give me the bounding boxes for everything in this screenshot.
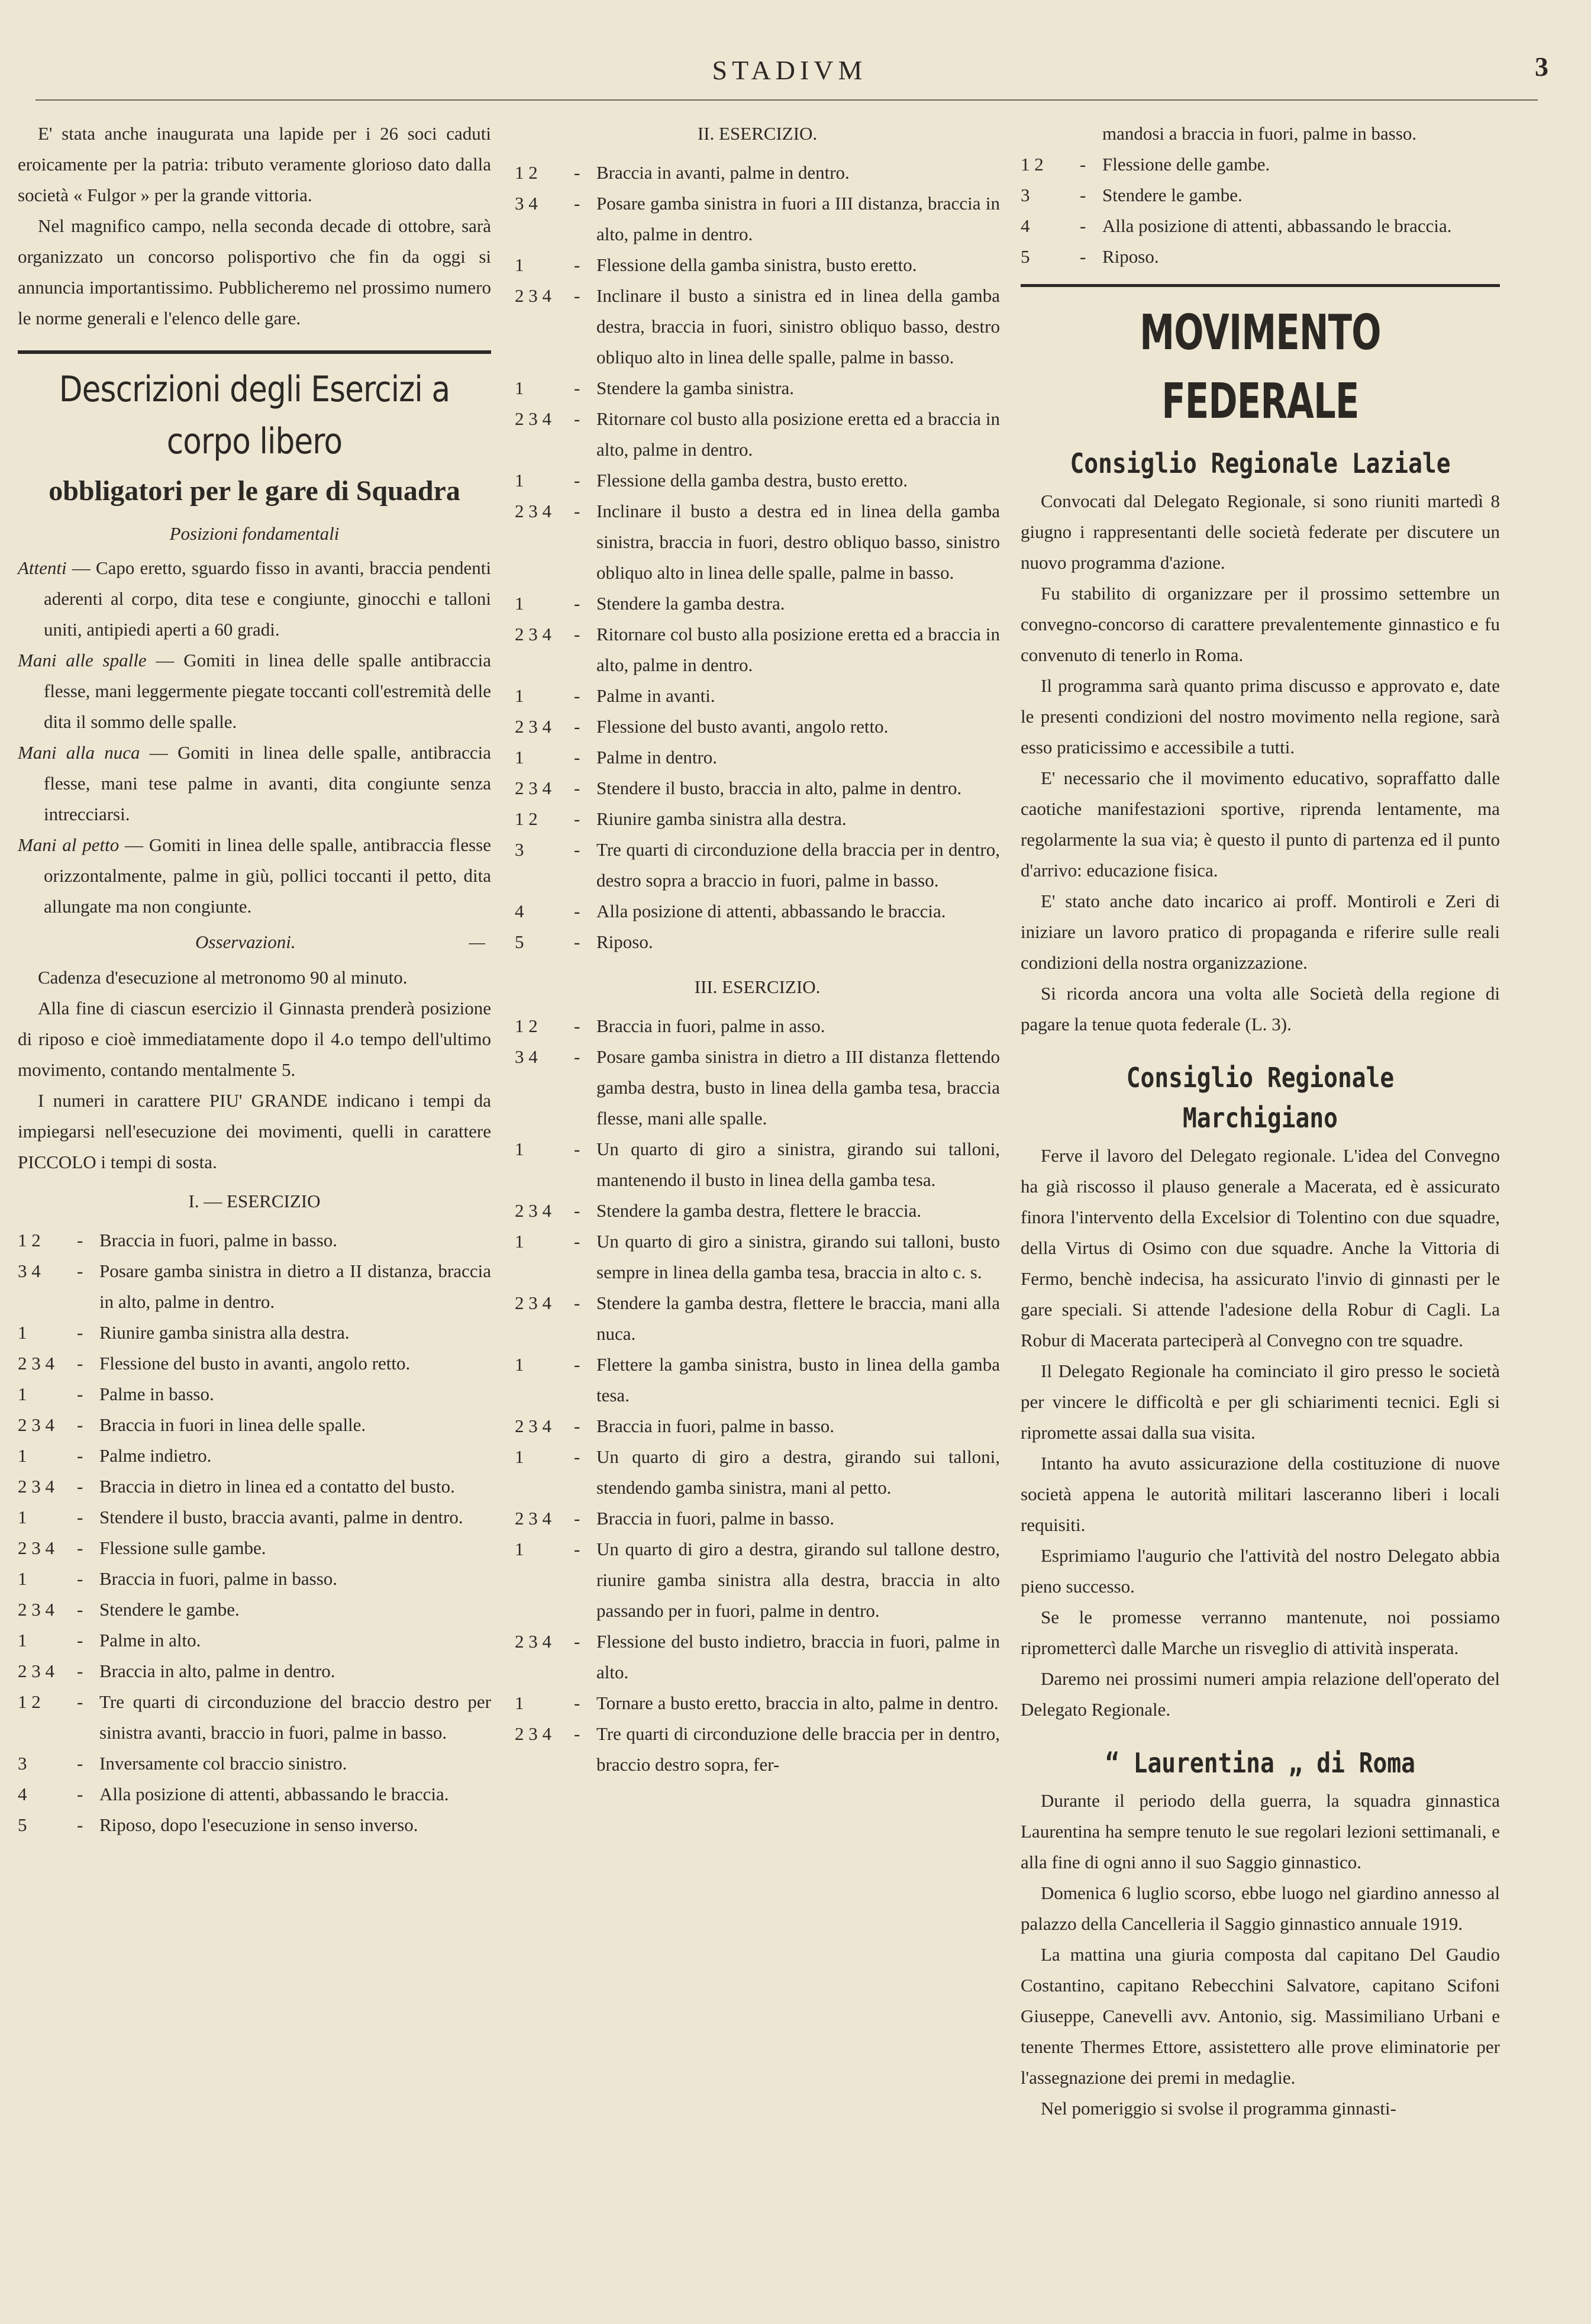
step-count: 3 4	[515, 1046, 538, 1067]
exercise-step	[18, 1748, 491, 1779]
step-count: 1 2	[515, 808, 538, 829]
observations-dash: —	[469, 931, 485, 952]
step-count: 5	[515, 931, 524, 952]
step-text: Stendere la gamba destra.	[596, 593, 785, 614]
marchigiano-paragraph: Se le promesse verranno mantenute, noi possiamo ripromettercì dalle Marche un risveglio di attività insperata.	[1021, 1607, 1500, 1658]
step-dash: -	[574, 1354, 580, 1375]
position-text: — Gomiti in linea delle spalle, antibraccia flesse orizzontalmente, palme in giù, pollici toccanti il petto, dita allungate ma non congiunte.	[44, 834, 491, 917]
step-dash: -	[574, 470, 580, 491]
step-text: Braccia in fuori, palme in asso.	[596, 1016, 825, 1036]
step-count: 1	[515, 1231, 524, 1252]
step-dash: -	[77, 1814, 83, 1835]
step-text: Riunire gamba sinistra alla destra.	[99, 1322, 350, 1343]
step-text: Flessione della gamba sinistra, busto eretto.	[596, 254, 917, 275]
step-count: 1 2	[18, 1691, 41, 1712]
step-dash: -	[574, 1046, 580, 1067]
step-text: mandosi a braccia in fuori, palme in basso.	[1102, 123, 1417, 144]
step-text: Palme in basso.	[99, 1384, 214, 1404]
step-text: Alla posizione di attenti, abbassando le braccia.	[596, 901, 946, 921]
step-text: Riposo, dopo l'esecuzione in senso inverso.	[99, 1814, 418, 1835]
step-dash: -	[1080, 185, 1086, 205]
step-count: 1 2	[18, 1230, 41, 1250]
step-text: Stendere la gamba sinistra.	[596, 378, 795, 398]
step-text: Palme indietro.	[99, 1445, 212, 1466]
step-text: Alla posizione di attenti, abbassando le braccia.	[1102, 215, 1452, 236]
step-count: 1	[515, 470, 524, 491]
step-count: 2 3 4	[515, 1723, 551, 1744]
step-count: 2 3 4	[515, 1416, 551, 1436]
step-dash: -	[574, 1231, 580, 1252]
step-text: Braccia in alto, palme in dentro.	[99, 1661, 335, 1681]
step-text: Riposo.	[596, 931, 653, 952]
step-text: Riposo.	[1102, 246, 1159, 267]
step-text: Ritornare col busto alla posizione eretta ed a braccia in alto, palme in dentro.	[596, 624, 1000, 675]
exercise-step	[18, 1471, 491, 1502]
step-dash: -	[574, 378, 580, 398]
step-dash: -	[1080, 215, 1086, 236]
exercise-step	[18, 1317, 491, 1348]
exercise-step	[515, 1534, 1000, 1626]
exercise-step	[515, 404, 1000, 465]
step-text: Tornare a busto eretto, braccia in alto, palme in dentro.	[596, 1693, 999, 1713]
step-text: Inversamente col braccio sinistro.	[99, 1753, 347, 1774]
step-dash: -	[77, 1414, 83, 1435]
observations-heading	[18, 927, 491, 958]
step-dash: -	[77, 1537, 83, 1558]
marchigiano-paragraph: Esprimiamo l'augurio che l'attività del nostro Delegato abbia pieno successo.	[1021, 1545, 1500, 1597]
step-dash: -	[574, 808, 580, 829]
step-text: Palme in dentro.	[596, 747, 718, 768]
exercise-3-continued-steps	[1021, 118, 1500, 272]
exercise-step	[515, 1503, 1000, 1534]
step-text: Flessione del busto indietro, braccia in fuori, palme in alto.	[596, 1631, 1000, 1682]
note-paragraph: Cadenza d'esecuzione al metronomo 90 al minuto.	[38, 967, 408, 988]
step-dash: -	[574, 624, 580, 644]
marchigiano-paragraph: Ferve il lavoro del Delegato regionale. L'idea del Convegno ha già riscosso il plauso generale a Macerata, ed è assicurato finora l'intervento della Excelsior di Tolentino con due squadre, della Virtus di Osimo con due squadre. Anche la Vittoria di Fermo, benchè indecisa, ha assicurato l'invio di ginnasti per le gare speciali. Si attende l'adesione della Robur di Cagli. La Robur di Macerata parteciperà al Convegno con tre squadre.	[1021, 1145, 1500, 1350]
exercise-step	[515, 711, 1000, 742]
step-count: 2 3 4	[515, 624, 551, 644]
step-count: 4	[1021, 215, 1030, 236]
step-text: Inclinare il busto a destra ed in linea della gamba sinistra, braccia in fuori, destro obliquo basso, sinistro obliquo alto in linea delle spalle, palme in basso.	[596, 501, 1000, 583]
column-middle	[515, 118, 1000, 1780]
step-count: 1	[515, 1539, 524, 1559]
step-count: 2 3 4	[18, 1661, 54, 1681]
step-text: Inclinare il busto a sinistra ed in linea della gamba destra, braccia in fuori, sinistro obliquo basso, destro obliquo alto in linea delle spalle, palme in basso.	[596, 285, 1000, 368]
exercise-step	[515, 619, 1000, 681]
step-dash: -	[574, 1508, 580, 1529]
laziale-paragraph: Convocati dal Delegato Regionale, si sono riuniti martedì 8 giugno i rappresentanti delle società federate per discutere un nuovo programma d'azione.	[1021, 491, 1500, 573]
step-dash: -	[574, 1539, 580, 1559]
step-count: 1	[515, 378, 524, 398]
step-text: Braccia in fuori in linea delle spalle.	[99, 1414, 366, 1435]
exercise-step	[18, 1502, 491, 1533]
exercise-step	[1021, 180, 1500, 211]
step-dash: -	[574, 193, 580, 214]
step-dash: -	[574, 254, 580, 275]
step-count: 2 3 4	[18, 1599, 54, 1620]
step-count: 2 3 4	[18, 1414, 54, 1435]
exercise-step	[18, 1687, 491, 1748]
step-text: Un quarto di giro a sinistra, girando sui talloni, busto sempre in linea della gamba tesa, braccia in alto c. s.	[596, 1231, 1000, 1282]
step-text: Ritornare col busto alla posizione eretta ed a braccia in alto, palme in dentro.	[596, 408, 1000, 460]
position-definition	[18, 645, 491, 737]
exercise-step	[515, 588, 1000, 619]
step-dash: -	[77, 1384, 83, 1404]
step-dash: -	[77, 1507, 83, 1527]
step-text: Flessione sulle gambe.	[99, 1537, 266, 1558]
exercise-step	[18, 1779, 491, 1810]
step-count: 1	[515, 593, 524, 614]
step-count: 3	[515, 839, 524, 860]
page-header	[24, 51, 1555, 96]
step-dash: -	[77, 1476, 83, 1497]
step-dash: -	[574, 1723, 580, 1744]
step-dash: -	[574, 408, 580, 429]
step-dash: -	[574, 685, 580, 706]
step-dash: -	[77, 1661, 83, 1681]
step-text: Posare gamba sinistra in fuori a III distanza, braccia in alto, palme in dentro.	[596, 193, 1000, 244]
step-count: 1	[515, 685, 524, 706]
laziale-paragraph: E' stato anche dato incarico ai proff. Montiroli e Zeri di iniziare un lavoro pratico di propaganda e riferire sulle reali condizioni della nostra organizzazione.	[1021, 891, 1500, 973]
step-count: 5	[1021, 246, 1030, 267]
step-count: 1	[515, 1354, 524, 1375]
step-count: 3 4	[18, 1261, 41, 1281]
step-count: 3 4	[515, 193, 538, 214]
marchigiano-paragraph: Daremo nei prossimi numeri ampia relazione dell'operato del Delegato Regionale.	[1021, 1668, 1500, 1720]
step-dash: -	[574, 747, 580, 768]
exercise-step	[515, 496, 1000, 588]
exercise-step	[515, 804, 1000, 834]
exercise-step	[515, 1349, 1000, 1411]
step-text: Braccia in fuori, palme in basso.	[99, 1230, 338, 1250]
step-count: 2 3 4	[18, 1353, 54, 1374]
exercise-step	[515, 1626, 1000, 1688]
exercise-2-title: II. ESERCIZIO.	[697, 123, 818, 144]
exercise-3-steps	[515, 1011, 1000, 1780]
page-number: 3	[1535, 51, 1548, 82]
step-count: 3	[18, 1753, 27, 1774]
exercise-step	[18, 1625, 491, 1656]
step-text: Posare gamba sinistra in dietro a III distanza flettendo gamba destra, busto in linea della gamba tesa, braccia flesse, mani alle spalle.	[596, 1046, 1000, 1129]
step-dash: -	[574, 501, 580, 521]
laziale-paragraph: Il programma sarà quanto prima discusso e approvato e, date le presenti condizioni del nostro movimento nella regione, sarà esso praticissimo e accessibile a tutti.	[1021, 675, 1500, 758]
position-term: Mani alla nuca	[18, 742, 140, 763]
step-count: 5	[18, 1814, 27, 1835]
step-count: 2 3 4	[515, 1631, 551, 1652]
marchigiano-heading: Consiglio Regionale Marchigiano	[1126, 1062, 1395, 1134]
exercise-step	[18, 1533, 491, 1564]
step-text: Tre quarti di circonduzione delle braccia per in dentro, braccio destro sopra, fer-	[596, 1723, 1000, 1775]
step-count: 3	[1021, 185, 1030, 205]
step-dash: -	[574, 1631, 580, 1652]
exercise-step	[18, 1564, 491, 1594]
step-count: 1	[515, 747, 524, 768]
step-dash: -	[77, 1445, 83, 1466]
step-count: 1	[515, 254, 524, 275]
article-title: Descrizioni degli Esercizi a corpo libero	[59, 369, 450, 462]
exercise-step	[515, 742, 1000, 773]
note-paragraph: Alla fine di ciascun esercizio il Ginnasta prenderà posizione di riposo e cioè immediatamente dopo il 4.o tempo dell'ultimo movimento, contando mentalmente 5.	[18, 998, 491, 1080]
position-text: — Capo eretto, sguardo fisso in avanti, braccia pendenti aderenti al corpo, dita tese e congiunte, ginocchi e talloni uniti, antipiedi aperti a 60 gradi.	[44, 557, 491, 640]
exercise-step	[515, 1195, 1000, 1226]
step-dash: -	[574, 1200, 580, 1221]
section-divider	[1021, 284, 1500, 287]
step-dash: -	[574, 1292, 580, 1313]
step-count	[1021, 118, 1080, 149]
step-text: Braccia in fuori, palme in basso.	[596, 1508, 835, 1529]
step-count: 4	[18, 1784, 27, 1804]
step-count: 2 3 4	[515, 285, 551, 306]
step-count: 1	[515, 1139, 524, 1159]
step-text: Stendere la gamba destra, flettere le braccia.	[596, 1200, 922, 1221]
step-count: 2 3 4	[18, 1537, 54, 1558]
laurentina-paragraph: La mattina una giuria composta dal capitano Del Gaudio Costantino, capitano Rebecchini Salvatore, capitano Scifoni Giuseppe, Canevelli avv. Antonio, sig. Massimiliano Urbani e tenente Thermes Ettore, assistettero alle prove eliminatorie per l'assegnazione dei premi in medaglie.	[1021, 1944, 1500, 2088]
exercise-step	[515, 465, 1000, 496]
step-dash: -	[574, 901, 580, 921]
step-dash: -	[574, 1139, 580, 1159]
step-text: Stendere la gamba destra, flettere le braccia, mani alla nuca.	[596, 1292, 1000, 1344]
exercise-step	[515, 188, 1000, 250]
step-count: 1	[18, 1322, 27, 1343]
step-count: 2 3 4	[515, 1200, 551, 1221]
exercise-3-title: III. ESERCIZIO.	[694, 976, 821, 997]
exercise-2-steps	[515, 157, 1000, 958]
step-dash: -	[574, 716, 580, 737]
column-left	[18, 118, 491, 1840]
exercise-step	[515, 1442, 1000, 1503]
laurentina-paragraph: Domenica 6 luglio scorso, ebbe luogo nel giardino annesso al palazzo della Cancelleria il Saggio ginnastico annuale 1919.	[1021, 1883, 1500, 1934]
step-dash: -	[77, 1568, 83, 1589]
step-text: Braccia in fuori, palme in basso.	[596, 1416, 835, 1436]
step-text: Alla posizione di attenti, abbassando le braccia.	[99, 1784, 449, 1804]
step-dash: -	[77, 1599, 83, 1620]
step-text: Palme in avanti.	[596, 685, 715, 706]
step-dash: -	[574, 839, 580, 860]
position-text: — Gomiti in linea delle spalle antibraccia flesse, mani leggermente piegate toccanti coll'estremità delle dita il sommo delle spalle.	[44, 650, 491, 732]
step-dash: -	[77, 1784, 83, 1804]
exercise-step	[18, 1379, 491, 1410]
step-text: Flessione del busto in avanti, angolo retto.	[99, 1353, 411, 1374]
step-text: Palme in alto.	[99, 1630, 201, 1651]
observations-label: Osservazioni.	[195, 931, 296, 952]
step-dash: -	[574, 1416, 580, 1436]
step-text: Braccia in fuori, palme in basso.	[99, 1568, 338, 1589]
laurentina-heading: “ Laurentina „ di Roma	[1105, 1747, 1415, 1779]
step-count: 2 3 4	[515, 1292, 551, 1313]
exercise-step	[515, 1288, 1000, 1349]
exercise-step	[1021, 118, 1500, 149]
position-term: Mani alle spalle	[18, 650, 147, 671]
exercise-step	[515, 896, 1000, 927]
step-count: 2 3 4	[515, 778, 551, 798]
laziale-paragraph: Si ricorda ancora una volta alle Società della regione di pagare la tenue quota federale (L. 3).	[1021, 983, 1500, 1034]
exercise-step	[18, 1594, 491, 1625]
article-subtitle: obbligatori per le gare di Squadra	[49, 475, 460, 507]
header-rule	[36, 99, 1538, 101]
exercise-step	[515, 773, 1000, 804]
position-definition	[18, 830, 491, 922]
step-count: 2 3 4	[515, 408, 551, 429]
exercise-step	[515, 681, 1000, 711]
step-dash: -	[574, 931, 580, 952]
exercise-step	[515, 1226, 1000, 1288]
step-text: Flessione delle gambe.	[1102, 154, 1270, 175]
exercise-step	[18, 1348, 491, 1379]
step-dash: -	[574, 1446, 580, 1467]
step-dash: -	[1080, 246, 1086, 267]
step-text: Stendere le gambe.	[1102, 185, 1243, 205]
exercise-step	[1021, 211, 1500, 241]
step-count: 1	[18, 1445, 27, 1466]
exercise-step	[515, 1688, 1000, 1719]
exercise-step	[515, 281, 1000, 373]
step-dash: -	[1080, 154, 1086, 175]
step-text: Stendere il busto, braccia avanti, palme in dentro.	[99, 1507, 463, 1527]
step-count: 1 2	[515, 162, 538, 183]
step-dash: -	[77, 1691, 83, 1712]
step-dash: -	[77, 1630, 83, 1651]
position-text: — Gomiti in linea delle spalle, antibraccia flesse, mani tese palme in avanti, dita congiunte senza intrecciarsi.	[44, 742, 492, 824]
laziale-paragraph: E' necessario che il movimento educativo, sopraffatto dalle caotiche manifestazioni sportive, riprenda lentamente, ma regolarmente la sua via; è questo il punto di partenza ed il punto d'arrivo: educazione fisica.	[1021, 768, 1500, 881]
step-text: Riunire gamba sinistra alla destra.	[596, 808, 847, 829]
step-count: 4	[515, 901, 524, 921]
step-dash: -	[574, 1016, 580, 1036]
exercise-step	[18, 1440, 491, 1471]
section-divider	[18, 350, 491, 354]
step-dash: -	[574, 162, 580, 183]
step-count: 2 3 4	[515, 1508, 551, 1529]
exercise-step	[515, 1134, 1000, 1195]
section-title-movimento-federale: MOVIMENTO FEDERALE	[1140, 305, 1381, 430]
laurentina-paragraph: Nel pomeriggio si svolse il programma ginnasti-	[1041, 2098, 1396, 2119]
step-count: 1	[18, 1384, 27, 1404]
exercise-1-steps	[18, 1225, 491, 1840]
step-text: Flettere la gamba sinistra, busto in linea della gamba tesa.	[596, 1354, 1000, 1406]
step-text: Un quarto di giro a destra, girando sui talloni, stendendo gamba sinistra, mani al petto.	[596, 1446, 1000, 1498]
exercise-step	[515, 1411, 1000, 1442]
exercise-step	[515, 373, 1000, 404]
step-dash: -	[77, 1230, 83, 1250]
step-dash: -	[77, 1261, 83, 1281]
exercise-step	[515, 834, 1000, 896]
step-count: 2 3 4	[515, 501, 551, 521]
exercise-step	[18, 1256, 491, 1317]
step-count: 2 3 4	[515, 716, 551, 737]
step-count: 1	[18, 1630, 27, 1651]
position-definition	[18, 737, 491, 830]
exercise-step	[515, 1042, 1000, 1134]
laurentina-paragraph: Durante il periodo della guerra, la squadra ginnastica Laurentina ha sempre tenuto le sue regolari lezioni settimanali, e alla fine di ogni anno il suo Saggio ginnastico.	[1021, 1790, 1500, 1872]
step-text: Stendere il busto, braccia in alto, palme in dentro.	[596, 778, 962, 798]
step-text: Flessione della gamba destra, busto eretto.	[596, 470, 908, 491]
position-definition	[18, 553, 491, 645]
exercise-step	[18, 1225, 491, 1256]
position-term: Mani al petto	[18, 834, 120, 855]
exercise-step	[18, 1410, 491, 1440]
step-count: 1	[515, 1693, 524, 1713]
step-dash: -	[77, 1753, 83, 1774]
exercise-step	[515, 157, 1000, 188]
exercise-step	[1021, 241, 1500, 272]
step-dash: -	[574, 285, 580, 306]
exercise-step	[18, 1656, 491, 1687]
step-text: Un quarto di giro a destra, girando sul tallone destro, riunire gamba sinistra alla destra, braccia in alto passando per in fuori, palme in dentro.	[596, 1539, 1000, 1621]
step-text: Braccia in avanti, palme in dentro.	[596, 162, 850, 183]
position-term: Attenti	[18, 557, 67, 578]
step-dash: -	[77, 1322, 83, 1343]
step-count: 2 3 4	[18, 1476, 54, 1497]
exercise-step	[1021, 149, 1500, 180]
step-dash: -	[574, 1693, 580, 1713]
step-text: Posare gamba sinistra in dietro a II distanza, braccia in alto, palme in dentro.	[99, 1261, 491, 1312]
step-count: 1 2	[515, 1016, 538, 1036]
exercise-step	[515, 250, 1000, 281]
exercise-step	[515, 1011, 1000, 1042]
step-text: Braccia in dietro in linea ed a contatto del busto.	[99, 1476, 455, 1497]
exercise-1-title: I. — ESERCIZIO	[188, 1191, 321, 1211]
step-text: Flessione del busto avanti, angolo retto.	[596, 716, 889, 737]
note-paragraph: I numeri in carattere PIU' GRANDE indicano i tempi da impiegarsi nell'esecuzione dei movimenti, quelli in carattere PICCOLO i tempi di sosta.	[18, 1090, 491, 1172]
step-count: 1	[18, 1507, 27, 1527]
exercise-step	[18, 1810, 491, 1840]
positions-heading: Posizioni fondamentali	[169, 523, 340, 544]
step-dash: -	[574, 593, 580, 614]
step-count: 1	[18, 1568, 27, 1589]
laziale-heading: Consiglio Regionale Laziale	[1070, 447, 1451, 479]
intro-paragraph: Nel magnifico campo, nella seconda decade di ottobre, sarà organizzato un concorso polisportivo che fin da oggi si annuncia importantissimo. Pubblicheremo nel prossimo numero le norme generali e l'elenco delle gare.	[18, 215, 491, 328]
step-count: 1 2	[1021, 154, 1044, 175]
intro-paragraph: E' stata anche inaugurata una lapide per i 26 soci caduti eroicamente per la patria: tributo veramente glorioso dato dalla società « Fulgor » per la grande vittoria.	[18, 123, 491, 205]
marchigiano-paragraph: Il Delegato Regionale ha cominciato il giro presso le società per vincere le difficoltà e per gli schiarimenti tecnici. Egli si ripromette assai dalla sua visita.	[1021, 1361, 1500, 1443]
laziale-paragraph: Fu stabilito di organizzare per il prossimo settembre un convegno-concorso di carattere prevalentemente ginnastico e fu convenuto di tenerlo in Roma.	[1021, 583, 1500, 665]
marchigiano-paragraph: Intanto ha avuto assicurazione della costituzione di nuove società appena le autorità militari lasceranno liberi i locali requisiti.	[1021, 1453, 1500, 1535]
step-dash	[1080, 118, 1102, 149]
step-dash: -	[574, 778, 580, 798]
step-text: Tre quarti di circonduzione del braccio destro per sinistra avanti, braccio in fuori, palme in basso.	[99, 1691, 491, 1743]
step-dash: -	[77, 1353, 83, 1374]
masthead: STADIVM	[712, 55, 867, 85]
exercise-step	[515, 927, 1000, 958]
step-text: Tre quarti di circonduzione della braccia per in dentro, destro sopra a braccio in fuori, palme in basso.	[596, 839, 1000, 891]
exercise-step	[515, 1719, 1000, 1780]
step-count: 1	[515, 1446, 524, 1467]
step-text: Stendere le gambe.	[99, 1599, 240, 1620]
column-right	[1021, 118, 1500, 2124]
step-text: Un quarto di giro a sinistra, girando sui talloni, mantenendo il busto in linea della gamba tesa.	[596, 1139, 1000, 1190]
